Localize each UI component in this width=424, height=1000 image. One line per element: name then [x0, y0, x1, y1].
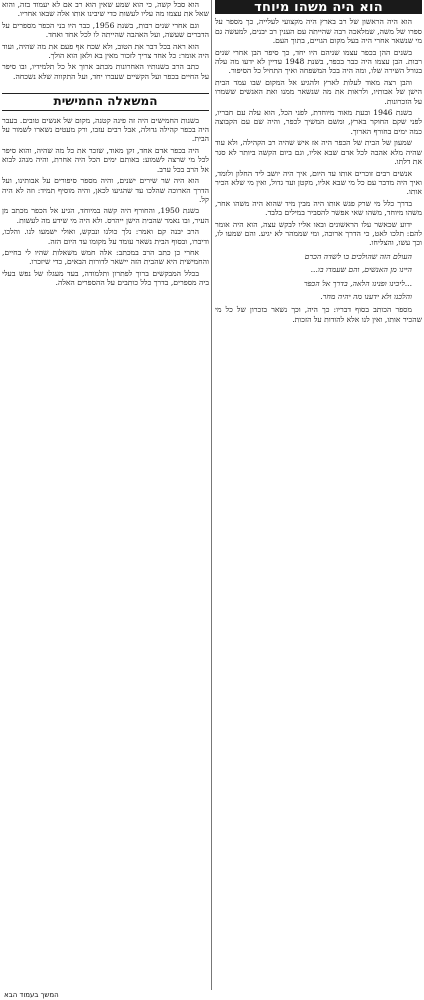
continued-footer: המשך בעמוד הבא [4, 991, 59, 999]
right-column [215, 0, 422, 990]
quote-line: ...ליבינו ופנינו הלאה, בדרך אל הכפר [303, 278, 412, 288]
poem-quote [215, 252, 422, 302]
paragraph: הוא היה שר שירים ישנים, והיה מספר סיפורים על אבותינו, ועל הדרך הארוכה שהלכו עד שהגיעו לכאן, והיה מוסיף תמיד: וזה לא היה קל. [2, 176, 209, 204]
paragraph: הוא סבל קשה, כי הוא שמע שאין הוא רב אם לא יעמוד בזה, והוא שאל את עצמו מה עליו לעשות כדי שיבינו אותו אלה שבאו אחריו. [2, 0, 209, 19]
quote-line: והלכנו ולא ידענו מה יהיה מחר. [320, 291, 412, 301]
paragraph: הוא ראה בכל דבר את הטוב, ולא שכח אף פעם את מה שהיה, ועוד היה אומר: כל אחד צריך לזכור מאין בא ולאן הוא הולך. [2, 41, 209, 61]
paragraph: היה בכפר אדם אחד, זקן מאוד, שזכר את כל מה שהיה, והוא סיפר לכל מי שרצה לשמוע: באותם ימים הכל היה אחרת, והיה מנהג לבוא אל הרב בכל ערב. [2, 145, 209, 174]
paragraph: כתב הרב בשנותיו האחרונות מכתב ארוך אל כל תלמידיו, ובו סיפר על החיים בכפר ועל הקשיים שעברו יחד, ועל התקווה שלא נשכחה. [2, 62, 209, 81]
paragraph: בדרך כלל מי שרק פגש אותו היה מבין מיד שהוא היה משהו אחר, משהו מיוחד, משהו שאי אפשר להסביר במילים בלבד. [215, 198, 422, 218]
paragraph: וגם אחרי שנים רבות, בשנת 1956, כבר היו בני הכפר מספרים על הדברים שעשה, ועל האהבה שהייתה לו לכל אחד ואחד. [2, 20, 209, 40]
paragraph: בשנים ההן בכפר עצמו שניהם היו יחד, כך סיפר הבן אחרי שנים רבות. הבן עצמו היה כבר בכפר, בשנת 1948 עדיין לא ידעו מה עלה בגורל השירה שלו, ומה היה בכל המשפחה ואיך התחיל כל הסיפור. [215, 47, 422, 76]
paragraph: בשנת 1946 ובעת מאוד מיוחדת, לפני הכל, הוא עלה עם חבריו, לפני שקם החוקר בארץ, ומשם המשיך לכפר, והיה שם עם הקבוצה כמה ימים בחורף הארוך. [215, 108, 422, 136]
paragraph: אנשים רבים זוכרים אותו עד היום, איך היה יושב ליד החלון ולומד, ואיך היה מדבר עם כל מי שבא אליו, מקטן ועד גדול, ואין מי שלא הכיר אותו. [215, 168, 422, 197]
paragraph: ידוע שכאשר עלו הראשונים ובאו אליו לבקש עצה, הוא היה אומר להם: תלכו לאט, כי הדרך ארוכה, ומי שממהר לא יגיע. והם שמעו לו, וכך עשו, והצליחו. [215, 219, 422, 248]
column-divider [211, 0, 212, 990]
paragraph: בשנת 1950, והחורף היה קשה במיוחד, הגיע אל הכפר מכתב מן העיר, ובו נאמר שהבית הישן ייהרס. ולא היה מי שידע מה לעשות. [2, 206, 209, 225]
article-title: הוא היה משהו מיוחד [215, 0, 422, 14]
paragraph: שמעון של הבית של הכפר היה אז איש שהיה רב הקהילה, ולא עוד שהיה מלא אהבה לכל אדם שבא אליו, וגם ביום הקשה ביותר לא סגר את דלתו. [215, 138, 422, 167]
left-column [2, 0, 209, 990]
paragraph: והבן רצה מאוד לעלות לארץ ולהגיע אל המקום שבו עמד הבית הישן של אבותיו, ולראות את מה שנשאר ממנו ואת האנשים ששמרו על הזכרונות. [215, 77, 422, 106]
paragraph: בשנות החמישים היה זה פינה קטנה, מקום של אנשים טובים. בעבר היה בכפר קהילה גדולה, אבל רבים עזבו, ורק מעטים נשארו לשמור על הבית. [2, 115, 209, 144]
section-heading: המשאלה החמישית [2, 93, 209, 110]
paragraph: אחרי כן כתב הרב במכתב: אלה חמש משאלות שהיו לי בחיים, והחמישית היא שהבית הזה יישאר לדורות הבאים, כדי שיזכרו. [2, 247, 209, 267]
paragraph: הוא היה הראשון של רב בארץ היה מקצועי לעלייה, כך מספר על ספרו של משה, שמלאכה רבה שהייתה עם הענין רב יבנים, למעשה גם מי שנשאר אחרי היה בעל מקום הגויים, בתוך העם. [215, 17, 422, 46]
paragraph: הרב יבנה קם ואמר: נלך כולנו ונבקש, ואולי ישמעו לנו. והלכו, ודיברו, ובסוף הבית נשאר עומד על מקומו עד היום הזה. [2, 227, 209, 246]
quote-line: העולם הזה שהולכים בו לשדה הכרם [304, 251, 412, 261]
quote-line: היינו מן האנשים, והם שעמדו בו... [310, 265, 412, 275]
paragraph: בכלל המבקשים ברוך לפתרון ותלמודה, בעד מעגלו של נפש בעלי ביה מספרים, בדרך כלל כותבים על ההספרים האלה. [2, 268, 209, 288]
paragraph: מספר הכותב בסוף דבריו: כך היה, וכך נשאר בזכרון של כל מי שהכיר אותו, ואין לנו אלא להודות על הזכות. [215, 305, 422, 324]
